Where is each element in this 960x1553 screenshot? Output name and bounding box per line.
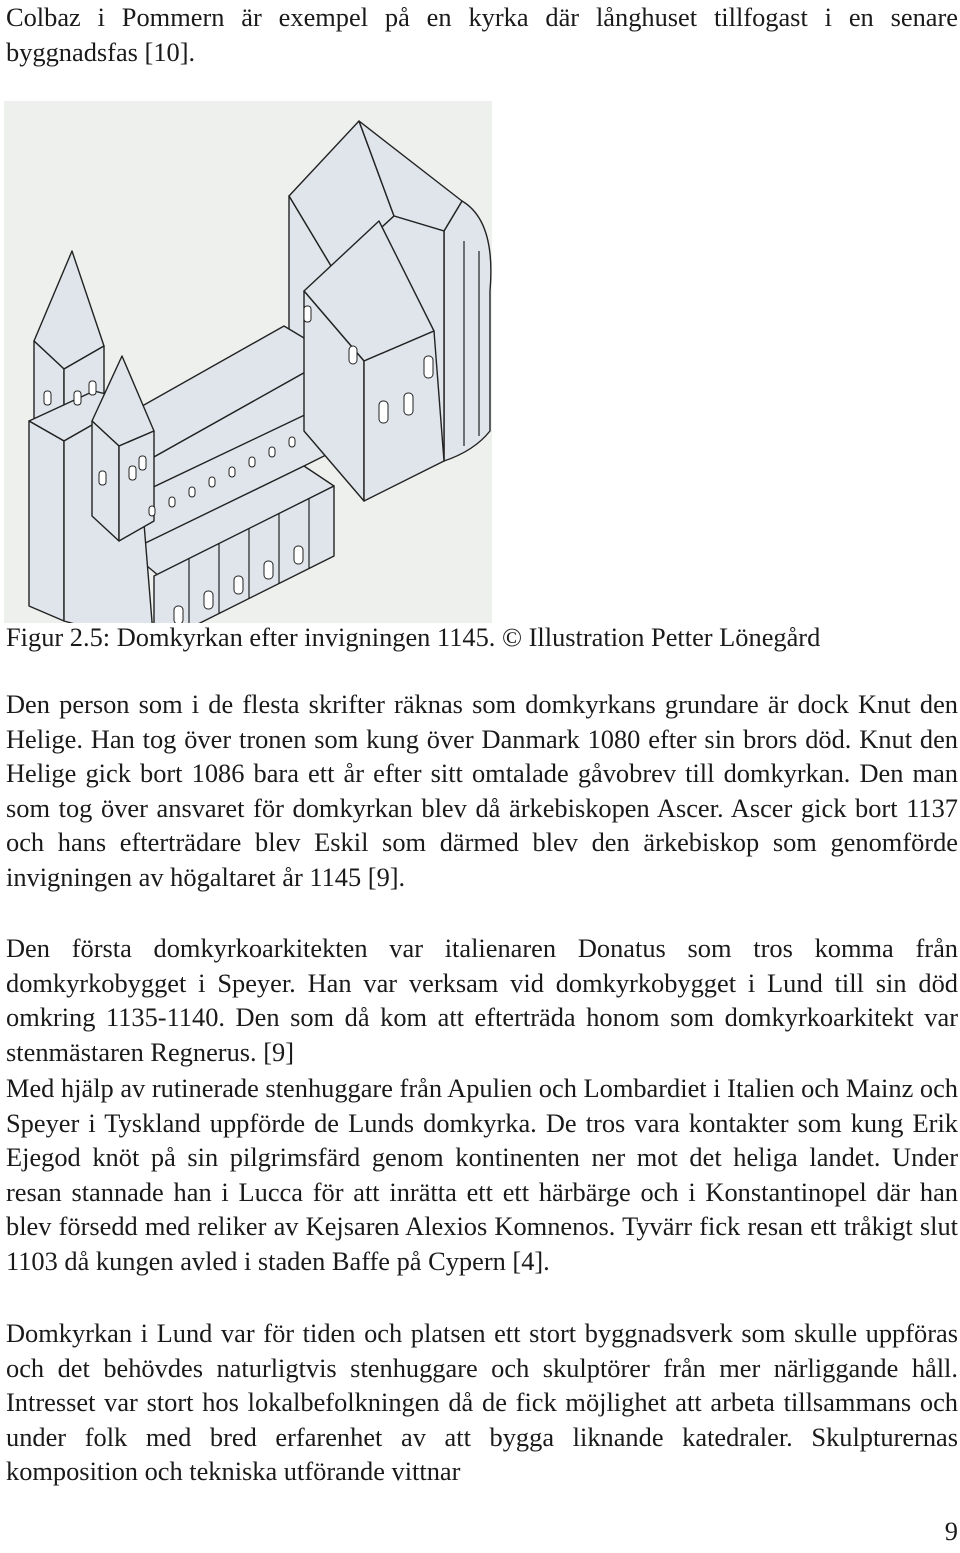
body-paragraph: Domkyrkan i Lund var för tiden och platsen ett stort byggnadsverk som skulle uppföras och det behövdes naturligtvis stenhuggare och skulptörer från mer närliggande håll. Intresset var stort hos lokalbefolkningen då de fick möjlighet att arbeta tillsammans och under folk med bred erfarenhet av att bygga liknande katedraler. Skulpturernas komposition och tekniska utförande vittnar <box>6 1318 958 1487</box>
body-paragraph: Med hjälp av rutinerade stenhuggare från Apulien och Lombardiet i Italien och Mainz och Speyer i Tyskland uppförde de Lunds domkyrka. De tros vara kontakter som kung Erik Ejegod knöt på sin pilgrimsfärd genom kontinenten ner mot det heliga landet. Under resan stannade han i Lucca för att inrätta ett ett härbärge och i Konstantinopel där han blev försedd med reliker av Kejsaren Alexios Komnenos. Tyvärr fick resan ett tråkigt slut 1103 då kungen avled i staden Baffe på Cypern [4]. <box>6 1073 958 1276</box>
intro-paragraph: Colbaz i Pommern är exempel på en kyrka där långhuset tillfogast i en senare byggnadsfas [10]. <box>6 2 958 67</box>
body-paragraph: Den person som i de flesta skrifter räknas som domkyrkans grundare är dock Knut den Helige. Han tog över tronen som kung över Danmark 1080 efter sin brors död. Knut den Helige gick bort 1086 bara ett år efter sitt omtalade gåvobrev till domkyrkan. Den man som tog över ansvaret för domkyrkan blev då ärkebiskopen Ascer. Ascer gick bort 1137 och hans efterträdare blev Eskil som därmed blev den ärkebiskop som genomförde invigningen av högaltaret år 1145 [9]. <box>6 689 958 892</box>
body-paragraph: Den första domkyrkoarkitekten var italienaren Donatus som tros komma från domkyrkobygget i Speyer. Han var verksam vid domkyrkobygget i Lund till sin död omkring 1135-1140. Den som då kom att efterträda honom som domkyrkoarkitekt var stenmästaren Regnerus. [9] <box>6 933 958 1067</box>
page-number: 9 <box>944 1516 958 1546</box>
cathedral-illustration <box>4 101 492 623</box>
figure-caption: Figur 2.5: Domkyrkan efter invigningen 1145. © Illustration Petter Lönegård <box>6 622 821 652</box>
